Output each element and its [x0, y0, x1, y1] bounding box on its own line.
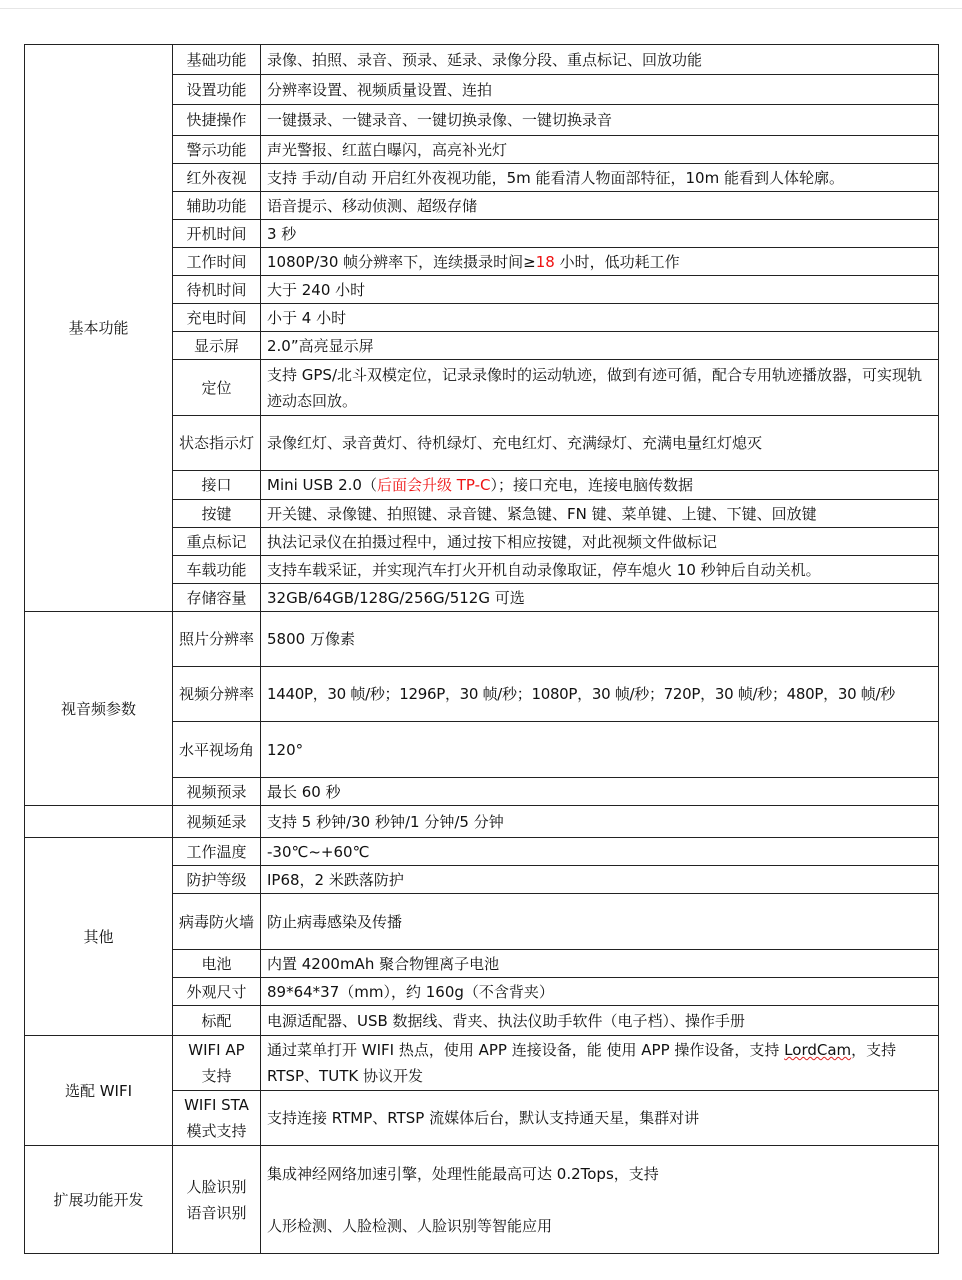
- row-label: 视频预录: [173, 778, 261, 806]
- row-value: [261, 1146, 939, 1254]
- row-value: 小于 4 小时: [261, 304, 939, 332]
- row-label: 显示屏: [173, 332, 261, 360]
- row-value: 防止病毒感染及传播: [261, 894, 939, 950]
- row-label: 车载功能: [173, 556, 261, 584]
- row-label: 工作时间: [173, 248, 261, 276]
- brand-name: LordCam: [784, 1041, 852, 1059]
- value-text: 人形检测、人脸检测、人脸识别等智能应用: [267, 1216, 553, 1235]
- line-gap: [267, 1187, 932, 1213]
- row-label: 红外夜视: [173, 164, 261, 192]
- row-label: 标配: [173, 1006, 261, 1036]
- row-value: 89*64*37（mm），约 160g（不含背夹）: [261, 978, 939, 1006]
- row-value: 录像、拍照、录音、预录、延录、录像分段、重点标记、回放功能: [261, 45, 939, 75]
- table-row: [25, 45, 939, 75]
- section-wifi: 选配 WIFI: [25, 1036, 173, 1146]
- row-value: 一键摄录、一键录音、一键切换录像、一键切换录音: [261, 105, 939, 136]
- row-value: 内置 4200mAh 聚合物锂离子电池: [261, 950, 939, 978]
- row-value: 32GB/64GB/128G/256G/512G 可选: [261, 584, 939, 612]
- row-value: 电源适配器、USB 数据线、背夹、执法仪助手软件（电子档）、操作手册: [261, 1006, 939, 1036]
- row-label: 外观尺寸: [173, 978, 261, 1006]
- row-label: WIFI STA 模式支持: [173, 1091, 261, 1146]
- value-text: Mini USB 2.0（: [267, 476, 377, 494]
- row-value: 语音提示、移动侦测、超级存储: [261, 192, 939, 220]
- row-value: -30℃~+60℃: [261, 838, 939, 866]
- row-value: 1440P，30 帧/秒；1296P，30 帧/秒；1080P，30 帧/秒；720P，30 帧/秒；480P，30 帧/秒: [261, 667, 939, 722]
- row-value: 支持车载采证，并实现汽车打火开机自动录像取证，停车熄火 10 秒钟后自动关机。: [261, 556, 939, 584]
- row-value: 分辨率设置、视频质量设置、连拍: [261, 75, 939, 105]
- section-basic: 基本功能: [25, 45, 173, 612]
- row-label: 存储容量: [173, 584, 261, 612]
- section-ext: 扩展功能开发: [25, 1146, 173, 1254]
- value-text: 通过菜单打开 WIFI 热点，使用 APP 连接设备，能 使用 APP 操作设备，支持: [267, 1041, 785, 1059]
- row-label: 重点标记: [173, 528, 261, 556]
- value-text: ）；接口充电，连接电脑传数据: [490, 476, 694, 494]
- row-value: 支持 5 秒钟/30 秒钟/1 分钟/5 分钟: [261, 806, 939, 838]
- row-label: 接口: [173, 471, 261, 500]
- row-label: 水平视场角: [173, 722, 261, 778]
- row-label: WIFI AP 支持: [173, 1036, 261, 1091]
- row-value: 支持 手动/自动 开启红外夜视功能，5m 能看清人物面部特征，10m 能看到人体轮廓。: [261, 164, 939, 192]
- section-other: 其他: [25, 838, 173, 1036]
- table-row: [25, 806, 939, 838]
- row-value: 最长 60 秒: [261, 778, 939, 806]
- row-label: 病毒防火墙: [173, 894, 261, 950]
- row-label: 状态指示灯: [173, 416, 261, 471]
- row-value: 开关键、录像键、拍照键、录音键、紧急键、FN 键、菜单键、上键、下键、回放键: [261, 500, 939, 528]
- row-label: 设置功能: [173, 75, 261, 105]
- row-value: 支持连接 RTMP、RTSP 流媒体后台，默认支持通天星，集群对讲: [261, 1091, 939, 1146]
- row-value: 3 秒: [261, 220, 939, 248]
- row-label: 快捷操作: [173, 105, 261, 136]
- highlight-value: 后面会升级 TP-C: [376, 476, 491, 494]
- row-value: [261, 471, 939, 500]
- top-divider: [0, 8, 962, 9]
- spec-table: [24, 44, 939, 1254]
- value-text: 1080P/30 帧分辨率下，连续摄录时间≥: [267, 252, 536, 271]
- value-text: ，支持 RTSP、TUTK 协议开发: [267, 1041, 897, 1085]
- table-row: [25, 1146, 939, 1254]
- row-label: 警示功能: [173, 136, 261, 164]
- row-value: [261, 248, 939, 276]
- section-av: 视音频参数: [25, 612, 173, 806]
- row-label: 开机时间: [173, 220, 261, 248]
- row-value: 5800 万像素: [261, 612, 939, 667]
- row-label: 视频延录: [173, 806, 261, 838]
- row-value: 大于 240 小时: [261, 276, 939, 304]
- row-value: IP68，2 米跌落防护: [261, 866, 939, 894]
- row-label: 定位: [173, 360, 261, 416]
- section-blank: [25, 806, 173, 838]
- row-value: 2.0”高亮显示屏: [261, 332, 939, 360]
- row-label: 基础功能: [173, 45, 261, 75]
- row-label: 人脸识别 语音识别: [173, 1146, 261, 1254]
- row-label: 视频分辨率: [173, 667, 261, 722]
- row-value: 声光警报、红蓝白曝闪，高亮补光灯: [261, 136, 939, 164]
- row-label: 辅助功能: [173, 192, 261, 220]
- value-text: 集成神经网络加速引擎，处理性能最高可达 0.2Tops，支持: [267, 1164, 659, 1183]
- highlight-value: 18: [535, 252, 555, 271]
- row-value: 录像红灯、录音黄灯、待机绿灯、充电红灯、充满绿灯、充满电量红灯熄灭: [261, 416, 939, 471]
- value-text: 小时，低功耗工作: [554, 252, 680, 271]
- row-label: 工作温度: [173, 838, 261, 866]
- row-label: 按键: [173, 500, 261, 528]
- row-label: 电池: [173, 950, 261, 978]
- table-row: [25, 838, 939, 866]
- row-value: 执法记录仪在拍摄过程中，通过按下相应按键，对此视频文件做标记: [261, 528, 939, 556]
- table-row: [25, 612, 939, 667]
- row-label: 待机时间: [173, 276, 261, 304]
- row-label: 照片分辨率: [173, 612, 261, 667]
- table-row: [25, 1036, 939, 1091]
- row-label: 充电时间: [173, 304, 261, 332]
- row-value: [261, 1036, 939, 1091]
- row-value: 支持 GPS/北斗双模定位，记录录像时的运动轨迹，做到有迹可循，配合专用轨迹播放器，可实现轨迹动态回放。: [261, 360, 939, 416]
- row-label: 防护等级: [173, 866, 261, 894]
- row-value: 120°: [261, 722, 939, 778]
